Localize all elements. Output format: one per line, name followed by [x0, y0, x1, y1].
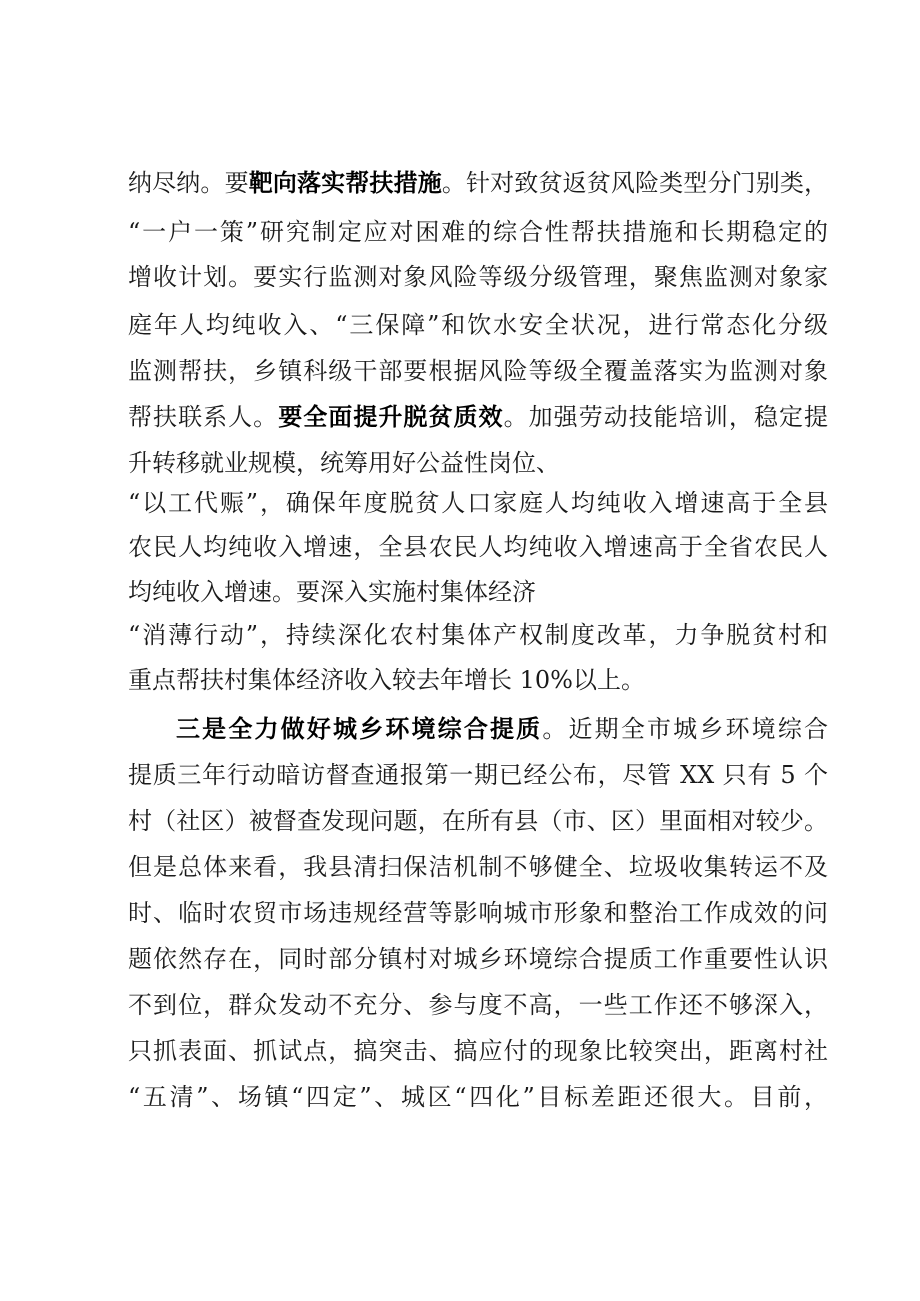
- text-run: 题依然存在，同时部分镇村对城乡环境综合提质工作重要性认识: [128, 945, 828, 973]
- text-run: 农民人均纯收入增速，全县农民人均纯收入增速高于全省农民人: [128, 533, 828, 561]
- text-line: [128, 577, 828, 607]
- text-run: 但是总体来看，我县清扫保洁机制不够健全、垃圾收集转运不及: [128, 853, 828, 881]
- text-run: 。针对致贫返贫风险类型分门别类，: [441, 169, 829, 197]
- text-line: [128, 1036, 828, 1066]
- text-line: [128, 532, 828, 562]
- text-line: [128, 310, 828, 340]
- text-run: “五清”、场镇“四定”、城区“四化”目标差距还很大。目前，: [128, 1083, 828, 1111]
- text-run: 提质三年行动暗访督查通报第一期已经公布，尽管 XX 只有 5 个: [128, 761, 828, 789]
- text-run: “消薄行动”，持续深化农村集体产权制度改革，力争脱贫村和: [128, 621, 828, 649]
- text-line: [128, 217, 828, 247]
- text-run: 。加强劳动技能培训，稳定提: [503, 403, 829, 431]
- text-run: 升转移就业规模，统筹用好公益性岗位、: [128, 449, 560, 477]
- text-run: 增收计划。要实行监测对象风险等级分级管理，聚焦监测对象家: [128, 263, 828, 291]
- text-run: 不到位，群众发动不充分、参与度不高，一些工作还不够深入，: [128, 991, 828, 1019]
- text-run: 重点帮扶村集体经济收入较去年增长 10%以上。: [128, 666, 645, 694]
- text-run: 庭年人均纯收入、“三保障”和饮水安全状况，进行常态化分级: [128, 311, 828, 339]
- text-line: [128, 990, 828, 1020]
- text-run: 。近期全市城乡环境综合: [542, 715, 829, 743]
- text-run: 帮扶联系人。: [128, 403, 279, 431]
- text-run: 时、临时农贸市场违规经营等影响城市形象和整治工作成效的问: [128, 899, 828, 927]
- text-line: [128, 665, 828, 695]
- bold-heading-run: 靶向落实帮扶措施: [248, 168, 442, 197]
- text-run: “以工代赈”，确保年度脱贫人口家庭人均纯收入增速高于全县: [128, 489, 828, 517]
- text-run: 纳尽纳。要: [128, 169, 249, 197]
- text-run: 监测帮扶，乡镇科级干部要根据风险等级全覆盖落实为监测对象: [128, 357, 828, 385]
- text-line: [128, 806, 828, 836]
- text-line: [128, 262, 828, 292]
- text-line: [128, 168, 828, 198]
- text-line: [128, 760, 828, 790]
- text-line: [128, 488, 828, 518]
- bold-heading-run: 要全面提升脱贫质效: [278, 402, 504, 431]
- text-line: [128, 852, 828, 882]
- text-line: [128, 356, 828, 386]
- text-run: “一户一策”研究制定应对困难的综合性帮扶措施和长期稳定的: [128, 218, 828, 246]
- text-run: 只抓表面、抓试点，搞突击、搞应付的现象比较突出，距离村社: [128, 1037, 828, 1065]
- text-line: [128, 448, 828, 478]
- text-line: [176, 714, 828, 744]
- text-line: [128, 620, 828, 650]
- text-line: [128, 1082, 828, 1112]
- text-run: 村（社区）被督查发现问题，在所有县（市、区）里面相对较少。: [128, 807, 828, 835]
- text-line: [128, 898, 828, 928]
- bold-heading-run: 三是全力做好城乡环境综合提质: [176, 714, 543, 743]
- text-run: 均纯收入增速。要深入实施村集体经济: [128, 578, 536, 606]
- text-line: [128, 944, 828, 974]
- text-line: [128, 402, 828, 432]
